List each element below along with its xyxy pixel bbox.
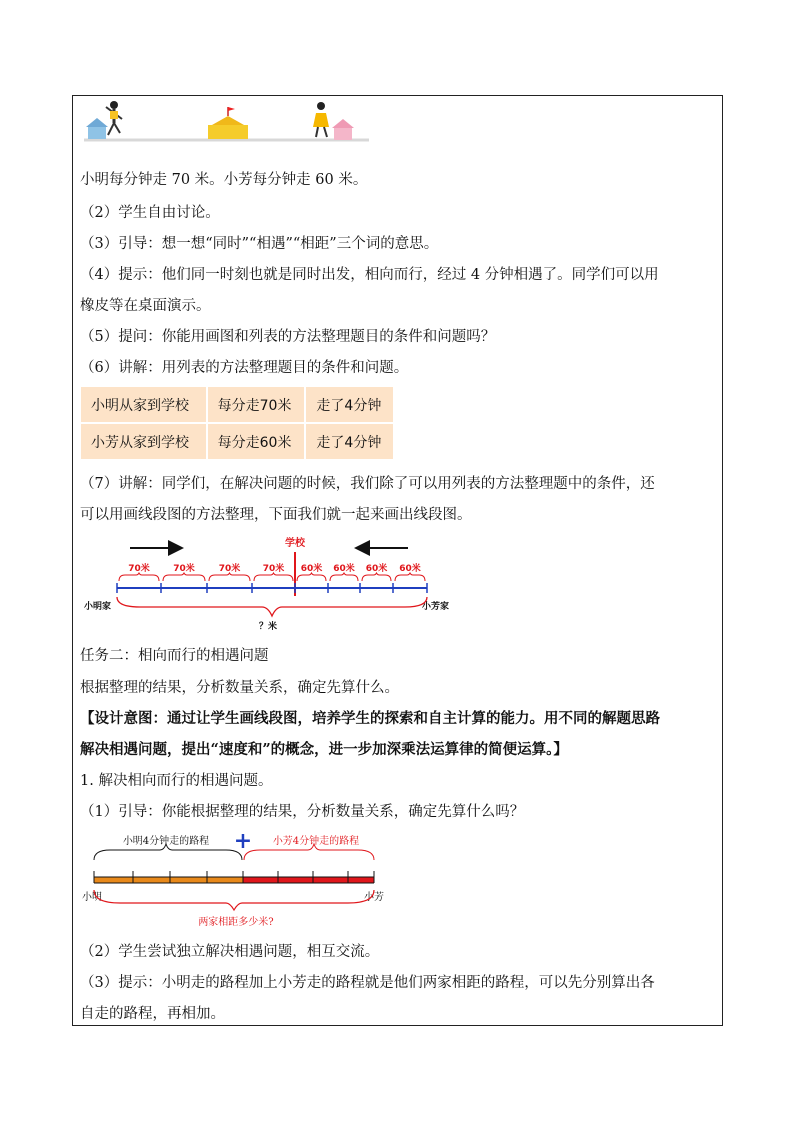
right-top-label: 小芳4分钟走的路程 — [272, 836, 360, 847]
right-segment-brace — [297, 573, 326, 581]
table-cell: 每分走70米 — [207, 386, 306, 423]
right-segment-label: 60米 — [365, 564, 388, 574]
house-icon — [86, 118, 108, 139]
guide-step-1: （1）引导：你能根据整理的结果，分析数量关系，确定先算什么吗？ — [80, 804, 525, 820]
right-path-bar — [243, 877, 374, 883]
table-cell: 小明从家到学校 — [80, 386, 207, 423]
segment-diagram-2 — [80, 828, 390, 930]
scene-illustration — [84, 97, 374, 147]
walking-girl-icon — [313, 102, 329, 137]
school-label: 学校 — [285, 538, 305, 549]
house-icon — [332, 119, 354, 140]
right-segment-brace — [362, 573, 391, 581]
problem-statement: 小明每分钟走 70 米。小芳每分钟走 60 米。 — [80, 172, 368, 188]
design-intent-line2: 解决相遇问题，提出“速度和”的概念，进一步加深乘法运算律的简便运算。】 — [80, 741, 568, 758]
step-4-line1: （4）提示：他们同一时刻也就是同时出发，相向而行，经过 4 分钟相遇了。同学们可以用 — [80, 267, 659, 283]
school-icon — [208, 107, 248, 139]
segment-labels — [128, 562, 421, 574]
left-path-bar — [94, 877, 243, 883]
left-segment-label: 70米 — [262, 564, 285, 574]
hint-step-3-line2: 自走的路程，再相加。 — [80, 1006, 225, 1022]
table-cell: 小芳从家到学校 — [80, 423, 207, 460]
left-segment-brace — [119, 573, 159, 581]
step-6: （6）讲解：用列表的方法整理题目的条件和问题。 — [80, 360, 409, 376]
task-2-title: 任务二：相向而行的相遇问题 — [80, 648, 269, 664]
right-end-label: 小芳家 — [422, 602, 450, 612]
design-intent-line1: 【设计意图：通过让学生画线段图，培养学生的探索和自主计算的能力。用不同的解题思路 — [80, 710, 660, 727]
left-segment-brace — [254, 573, 293, 581]
left-segment-brace — [209, 573, 250, 581]
guide-step-2: （2）学生尝试独立解决相遇问题，相互交流。 — [80, 944, 380, 960]
left-end-label: 小明家 — [84, 602, 112, 612]
bottom-label: 两家相距多少米? — [198, 917, 274, 928]
left-top-label: 小明4分钟走的路程 — [122, 836, 210, 847]
right-segment-label: 60米 — [300, 564, 323, 574]
step-4-line2: 橡皮等在桌面演示。 — [80, 298, 211, 314]
segment-diagram-1 — [80, 534, 470, 636]
section-1-title: 1. 解决相向而行的相遇问题。 — [80, 773, 273, 789]
left-segment-label: 70米 — [128, 564, 150, 574]
left-end-label: 小明 — [82, 892, 102, 903]
step-5: （5）提问：你能用画图和列表的方法整理题目的条件和问题吗？ — [80, 329, 496, 345]
step-3: （3）引导：想一想“同时”“相遇”“相距”三个词的意思。 — [80, 236, 439, 252]
table-cell: 走了4分钟 — [305, 423, 394, 460]
hint-step-3-line1: （3）提示：小明走的路程加上小芳走的路程就是他们两家相距的路程，可以先分别算出各 — [80, 975, 655, 991]
right-end-label: 小芳 — [364, 892, 384, 903]
step-7-line2: 可以用画线段图的方法整理，下面我们就一起来画出线段图。 — [80, 507, 472, 523]
right-segment-brace — [330, 573, 358, 581]
total-brace — [117, 597, 427, 616]
left-segment-label: 70米 — [173, 564, 195, 574]
step-2: （2）学生自由讨论。 — [80, 205, 220, 221]
condition-table — [80, 386, 394, 460]
left-segment-brace — [163, 573, 205, 581]
step-7-line1: （7）讲解：同学们，在解决问题的时候，我们除了可以用列表的方法整理题中的条件，还 — [80, 476, 655, 492]
right-segment-brace — [395, 573, 425, 581]
table-row — [80, 423, 394, 460]
total-label: ？米 — [258, 622, 278, 632]
table-cell: 走了4分钟 — [305, 386, 394, 423]
table-row — [80, 386, 394, 423]
left-segment-label: 70米 — [218, 564, 241, 574]
analyze-text: 根据整理的结果，分析数量关系，确定先算什么。 — [80, 680, 399, 696]
bottom-brace — [94, 890, 374, 910]
walking-boy-icon — [106, 101, 122, 135]
table-cell: 每分走60米 — [207, 423, 306, 460]
plus-sign: + — [233, 828, 253, 854]
right-segment-label: 60米 — [399, 564, 421, 574]
segment-braces — [119, 573, 425, 581]
right-segment-label: 60米 — [333, 564, 355, 574]
